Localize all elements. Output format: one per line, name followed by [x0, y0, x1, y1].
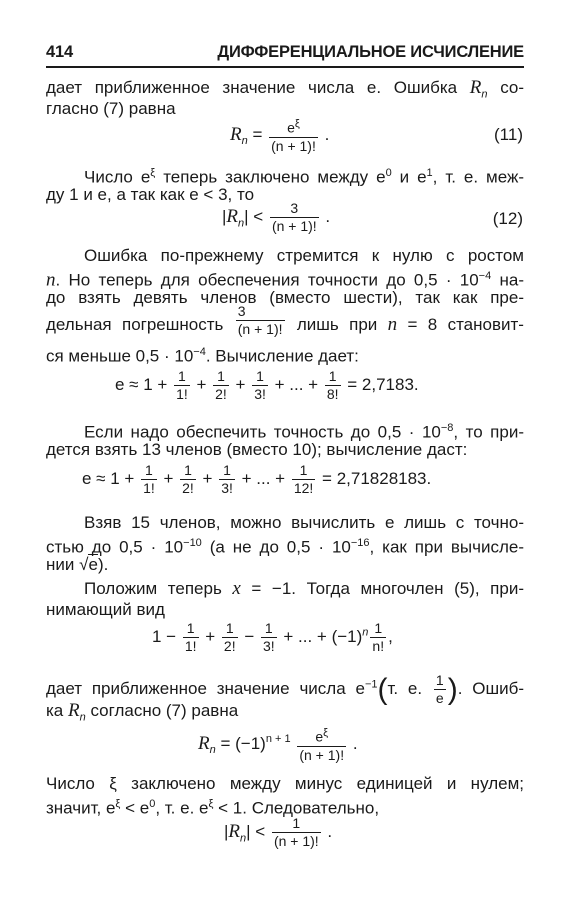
text-line: стью до $0,5 \cdot 10^{-10}$ (а не до $0,5 \cdot 10^{-16}$, как при вычисле- — [46, 537, 525, 557]
text-line: гласно (7) равна — [46, 99, 176, 118]
text-line: ся меньше $0,5 \cdot 10^{-4}$. Вычисление дает: — [46, 346, 359, 366]
text-line: Число $e^\xi$ теперь заключено между $e^0$ и $e^1$, т. е. меж- — [84, 167, 525, 187]
text-line: до взять девять членов (вместо шести), так как пре- — [46, 288, 524, 307]
text-line: Положим теперь x = −1. Тогда многочлен (5), при- — [84, 578, 524, 599]
header-rule — [46, 66, 524, 68]
equation-11: $R_n$ = $\frac{e^\xi}{(n + 1)!}$ . — [230, 118, 330, 154]
equation-remainder: $R_n = (-1)^{n + 1}$ $\frac{e^\xi}{(n + 1)!}$ . — [198, 727, 358, 763]
equation-number: (12) — [492, 209, 523, 228]
text-line: значит, $e^\xi < e^0$, т. е. $e^\xi < 1$. Следовательно, — [46, 798, 380, 818]
text-line: ду 1 и e, а так как e < 3, то — [46, 185, 255, 204]
page-number: 414 — [46, 43, 73, 61]
text-line: дает приближенное значение числа e. Ошибка $R_n$ со- — [46, 77, 524, 101]
running-title: ДИФФЕРЕНЦИАЛЬНОЕ ИСЧИСЛЕНИЕ — [217, 43, 524, 61]
text-line: Взяв 15 членов, можно вычислить e лишь с точно- — [84, 513, 524, 532]
equation-final-bound: $|R_n|$ < $\frac{1}{(n + 1)!}$ . — [224, 815, 333, 849]
text-line: n. Но теперь для обеспечения точности до $0,5 \cdot 10^{-4}$ на- — [46, 269, 524, 291]
equation-polynomial: 1 − $\frac{1}{1!}$ + $\frac{1}{2!}$ − $\frac{1}{3!}$ + ... + $(-1)^n$ $\frac{1}{n!}$ , — [152, 620, 393, 654]
text-line: дает приближенное значение числа $e^{-1}(т$. е. $\frac{1}{e}$ ). Ошиб- — [46, 672, 524, 706]
text-line: Ошибка по-прежнему стремится к нулю с ростом — [84, 246, 524, 265]
equation-e-8-terms: e ≈ 1 + $\frac{1}{1!}$ + $\frac{1}{2!}$ + $\frac{1}{3!}$ + ... + $\frac{1}{8!}$ = 2,7183. — [115, 368, 419, 402]
text-line: дется взять 13 членов (вместо 10); вычисление даст: — [46, 440, 468, 459]
equation-e-13-terms: e ≈ 1 + $\frac{1}{1!}$ + $\frac{1}{2!}$ + $\frac{1}{3!}$ + ... + $\frac{1}{12!}$ = 2,71828183. — [82, 462, 432, 496]
text-line: ка $R_n$ согласно (7) равна — [46, 700, 239, 724]
text-line: Если надо обеспечить точность до $0,5 \cdot 10^{-8}$, то при- — [84, 422, 524, 442]
text-line: нимающий вид — [46, 600, 165, 619]
equation-number: (11) — [494, 125, 523, 144]
text-line: Число ξ заключено между минус единицей и нулем; — [46, 774, 524, 793]
equation-12: $|R_n|$ < $\frac{3}{(n + 1)!}$ . — [222, 200, 331, 234]
text-line: дельная погрешность $\frac{3}{(n + 1)!}$ лишь при n = 8 становит- — [46, 303, 524, 337]
text-line: нии √e). — [46, 555, 109, 574]
